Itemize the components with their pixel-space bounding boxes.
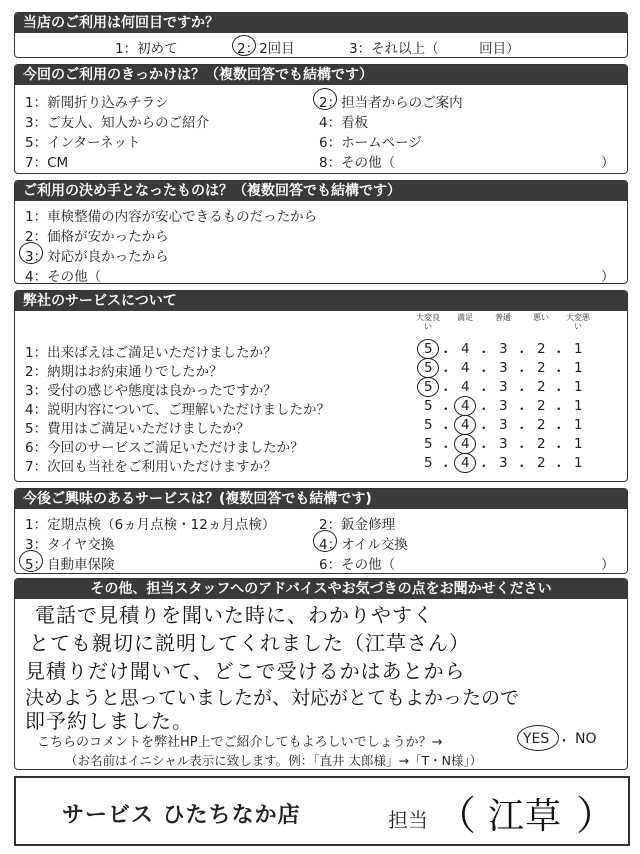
rating-option-5: 5 [424, 417, 433, 433]
rating-question: 2：納期はお約束通りでしたか？ [25, 364, 223, 380]
store-name: サービス ひたちなか店 [62, 803, 301, 828]
scale-header-1: 大変悪い [566, 313, 590, 331]
rating-separator: ・ [477, 402, 491, 418]
rating-separator: ・ [515, 402, 529, 418]
section-service-rating [14, 290, 628, 482]
section-title: 弊社のサービスについて [15, 291, 627, 311]
rating-separator: ・ [515, 383, 529, 399]
rating-option-1: 1 [574, 341, 583, 357]
rating-option-4: 4 [461, 436, 470, 452]
section-visit-count [14, 12, 628, 58]
rating-option-3: 3 [499, 417, 508, 433]
rating-option-4: 4 [461, 360, 470, 376]
answer-circle [313, 530, 337, 552]
close-paren: ） [601, 155, 615, 171]
option-2: 2：2回目 [237, 41, 295, 57]
rating-separator: ・ [439, 402, 453, 418]
option-3: 3：対応が良かったから [25, 249, 169, 265]
scale-header-3: 普通 [495, 313, 511, 322]
option-1: 1：新聞折り込みチラシ [25, 95, 169, 111]
rating-circle [454, 415, 476, 435]
rating-option-5: 5 [424, 360, 433, 376]
rating-separator: ・ [515, 459, 529, 475]
rating-question: 6：今回のサービスご満足いただけましたか？ [25, 440, 304, 456]
option-2: 2：担当者からのご案内 [319, 95, 463, 111]
rating-option-1: 1 [574, 398, 583, 414]
rating-option-3: 3 [499, 455, 508, 471]
option-2: 2：価格が安かったから [25, 229, 169, 245]
section-deciding-factor [14, 180, 628, 284]
answer-circle [19, 242, 43, 264]
separator-dot: ・ [557, 734, 571, 750]
answer-circle [313, 88, 337, 110]
rating-circle [417, 339, 439, 359]
staff-open-paren: （ [436, 793, 477, 839]
option-4: 4：看板 [319, 115, 369, 131]
answer-circle [19, 550, 43, 572]
section-title: 当店のご利用は何回目ですか？ [15, 13, 627, 33]
rating-question: 5：費用はご満足いただけましたか？ [25, 421, 250, 437]
rating-option-3: 3 [499, 360, 508, 376]
rating-option-2: 2 [537, 455, 546, 471]
rating-option-5: 5 [424, 379, 433, 395]
section-title: 今後ご興味のあるサービスは？(複数回答でも結構です) [15, 489, 627, 509]
handwritten-line-3: 見積りだけ聞いて、どこで受けるかはあとから [25, 659, 466, 683]
initials-note: （お名前はイニシャル表示に致します。例：「直井 太郎様」→「T・N様」） [65, 753, 483, 768]
option-3: 3：ご友人、知人からのご紹介 [25, 115, 210, 131]
rating-option-5: 5 [424, 398, 433, 414]
rating-separator: ・ [552, 345, 566, 361]
close-paren: ） [601, 557, 615, 573]
option-7: 7：CM [25, 155, 69, 171]
rating-separator: ・ [477, 364, 491, 380]
rating-option-3: 3 [499, 398, 508, 414]
option-6: 6：ホームページ [319, 135, 422, 151]
option-5: 5：自動車保険 [25, 557, 115, 573]
rating-option-4: 4 [461, 455, 470, 471]
rating-circle [454, 434, 476, 454]
section-future-interest [14, 488, 628, 574]
option-3: 3：それ以上（ 回目） [349, 41, 520, 57]
rating-option-5: 5 [424, 455, 433, 471]
section-comments [14, 578, 628, 770]
option-2: 2：鈑金修理 [319, 517, 396, 533]
rating-option-5: 5 [424, 436, 433, 452]
rating-circle [417, 377, 439, 397]
rating-option-3: 3 [499, 341, 508, 357]
handwritten-line-1: 電話で見積りを聞いた時に、わかりやすく [35, 603, 434, 627]
rating-separator: ・ [439, 440, 453, 456]
rating-separator: ・ [515, 440, 529, 456]
no-option: NO [575, 731, 597, 747]
option-4: 4：オイル交換 [319, 537, 408, 553]
rating-option-2: 2 [537, 436, 546, 452]
rating-question: 1：出来ばえはご満足いただけましたか？ [25, 345, 277, 361]
rating-separator: ・ [439, 421, 453, 437]
section-title: ご利用の決め手となったものは？（複数回答でも結構です） [15, 181, 627, 201]
rating-option-4: 4 [461, 341, 470, 357]
rating-separator: ・ [477, 459, 491, 475]
option-1: 1：定期点検（6ヵ月点検・12ヵ月点検） [25, 517, 276, 533]
rating-option-3: 3 [499, 379, 508, 395]
option-1: 1：車検整備の内容が安心できるものだったから [25, 209, 318, 225]
rating-separator: ・ [515, 364, 529, 380]
rating-question: 7：次回も当社をご利用いただけますか？ [25, 459, 277, 475]
rating-option-4: 4 [461, 398, 470, 414]
rating-option-3: 3 [499, 436, 508, 452]
option-8: 8：その他（ [319, 155, 396, 171]
rating-circle [454, 396, 476, 416]
rating-option-2: 2 [537, 417, 546, 433]
rating-option-4: 4 [461, 417, 470, 433]
rating-option-2: 2 [537, 398, 546, 414]
scale-header-4: 満足 [457, 313, 473, 322]
staff-label: 担当 [388, 808, 428, 832]
scale-header-2: 悪い [533, 313, 549, 322]
yes-circle [517, 725, 559, 751]
rating-question: 3：受付の感じや態度は良かったですか？ [25, 383, 277, 399]
rating-separator: ・ [515, 345, 529, 361]
section-title: 今回のご利用のきっかけは？（複数回答でも結構です） [15, 65, 627, 85]
rating-separator: ・ [552, 364, 566, 380]
permission-question: こちらのコメントを弊社HP上でご紹介してもよろしいでしょうか？→ [37, 735, 443, 750]
rating-separator: ・ [477, 383, 491, 399]
section-reason-visit [14, 64, 628, 174]
answer-circle [232, 35, 256, 56]
rating-separator: ・ [439, 383, 453, 399]
footer-box [14, 776, 630, 846]
rating-option-4: 4 [461, 379, 470, 395]
rating-option-1: 1 [574, 379, 583, 395]
option-1: 1：初めて [115, 41, 178, 57]
rating-option-5: 5 [424, 341, 433, 357]
rating-option-2: 2 [537, 379, 546, 395]
rating-separator: ・ [552, 459, 566, 475]
rating-separator: ・ [552, 402, 566, 418]
rating-option-1: 1 [574, 455, 583, 471]
rating-separator: ・ [515, 421, 529, 437]
rating-separator: ・ [477, 421, 491, 437]
rating-separator: ・ [477, 440, 491, 456]
rating-option-2: 2 [537, 341, 546, 357]
staff-name: 江草 [488, 796, 563, 837]
rating-separator: ・ [552, 440, 566, 456]
section-title: その他、担当スタッフへのアドバイスやお気づきの点をお聞かせください [15, 579, 627, 599]
rating-circle [454, 453, 476, 473]
option-4: 4：その他（ [25, 269, 102, 284]
rating-option-2: 2 [537, 360, 546, 376]
rating-option-1: 1 [574, 436, 583, 452]
rating-separator: ・ [439, 459, 453, 475]
handwritten-line-2: とても親切に説明してくれました（江草さん） [29, 631, 470, 655]
scale-header-5: 大変良い [416, 313, 440, 331]
rating-option-1: 1 [574, 360, 583, 376]
close-paren: ） [601, 269, 615, 284]
option-6: 6：その他（ [319, 557, 396, 573]
rating-separator: ・ [477, 345, 491, 361]
option-5: 5：インターネット [25, 135, 141, 151]
rating-circle [417, 358, 439, 378]
handwritten-line-4: 決めようと思っていましたが、対応がとてもよかったので [25, 687, 520, 709]
rating-separator: ・ [552, 383, 566, 399]
rating-option-1: 1 [574, 417, 583, 433]
staff-close-paren: ） [576, 793, 617, 839]
rating-question: 4：説明内容について、ご理解いただけましたか？ [25, 402, 331, 418]
option-3: 3：タイヤ交換 [25, 537, 115, 553]
yes-option: YES [523, 731, 550, 747]
rating-separator: ・ [552, 421, 566, 437]
rating-separator: ・ [439, 345, 453, 361]
handwritten-line-5: 即予約しました。 [25, 709, 193, 733]
rating-separator: ・ [439, 364, 453, 380]
